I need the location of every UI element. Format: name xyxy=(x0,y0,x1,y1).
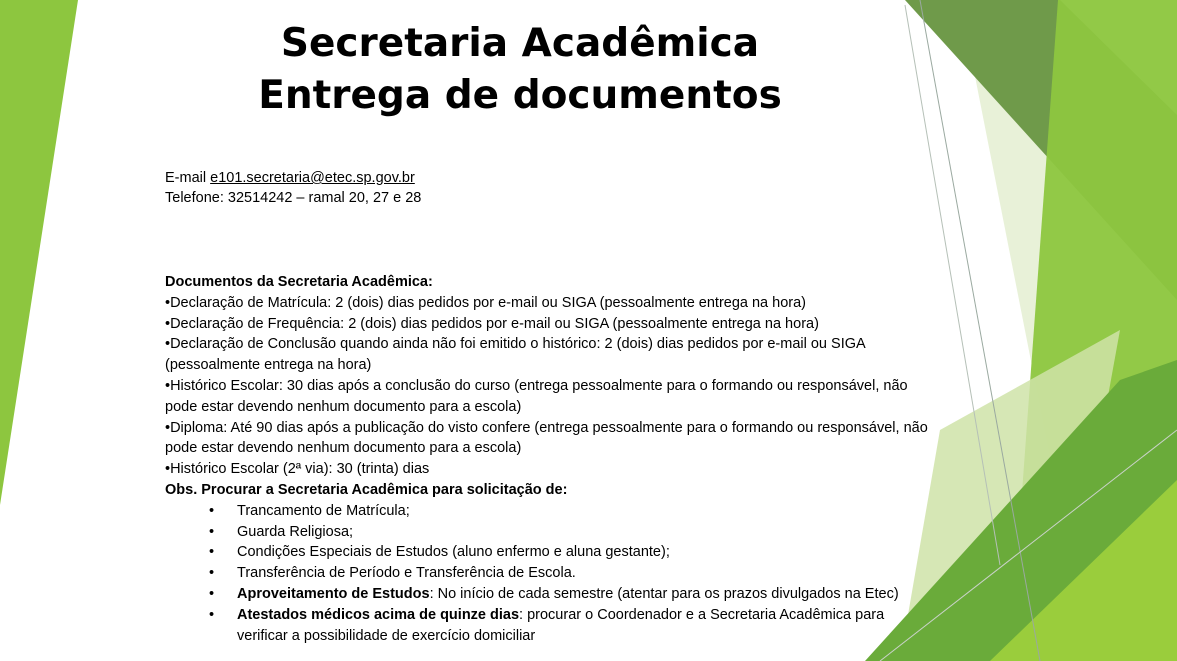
obs-item xyxy=(165,501,935,522)
document-item: •Declaração de Conclusão quando ainda não foi emitido o histórico: 2 (dois) dias pedidos por e-mail ou SIGA (pessoalmente entrega na hora) xyxy=(165,336,865,374)
document-item: •Histórico Escolar (2ª via): 30 (trinta) dias xyxy=(165,461,430,478)
obs-item xyxy=(165,522,935,543)
bullet: • xyxy=(209,544,215,561)
obs-heading: Obs. Procurar a Secretaria Acadêmica para solicitação de: xyxy=(165,481,568,498)
obs-item-text: : No início de cada semestre (atentar para os prazos divulgados na Etec) xyxy=(429,585,899,602)
phone-row: Telefone: 32514242 – ramal 20, 27 e 28 xyxy=(165,190,422,206)
obs-item xyxy=(165,605,935,647)
bullet: • xyxy=(209,502,215,519)
document-item: •Diploma: Até 90 dias após a publicação do visto confere (entrega pessoalmente para o formando ou responsável, não pode estar devendo nenhum documento para a escola) xyxy=(165,419,928,457)
obs-item-text: Guarda Religiosa; xyxy=(237,523,354,540)
obs-item-bold: Atestados médicos acima de quinze dias xyxy=(237,606,520,623)
left-green-triangle xyxy=(0,0,78,505)
documents-section xyxy=(165,272,935,646)
email-label: E-mail xyxy=(165,170,211,186)
obs-item xyxy=(165,563,935,584)
document-item: •Declaração de Frequência: 2 (dois) dias pedidos por e-mail ou SIGA (pessoalmente entrega na hora) xyxy=(165,315,819,332)
obs-item-text: Transferência de Período e Transferência de Escola. xyxy=(237,565,576,582)
obs-item-bold: Aproveitamento de Estudos xyxy=(237,585,430,602)
bullet: • xyxy=(209,585,215,602)
title-line-2: Entrega de documentos xyxy=(258,73,782,118)
bullet: • xyxy=(209,523,215,540)
email-link[interactable]: e101.secretaria@etec.sp.gov.br xyxy=(210,170,415,186)
obs-item-text: Trancamento de Matrícula; xyxy=(237,502,410,519)
document-item: •Histórico Escolar: 30 dias após a conclusão do curso (entrega pessoalmente para o formando ou responsável, não pode estar devendo nenhum documento para a escola) xyxy=(165,377,908,415)
contact-info xyxy=(165,168,421,208)
obs-item-text: : procurar o Coordenador e a Secretaria Acadêmica para verificar a possibilidade de exercício domiciliar xyxy=(237,606,885,644)
email-row xyxy=(165,168,421,188)
document-item: •Declaração de Matrícula: 2 (dois) dias pedidos por e-mail ou SIGA (pessoalmente entrega na hora) xyxy=(165,294,806,311)
obs-item-text: Condições Especiais de Estudos (aluno enfermo e aluna gestante); xyxy=(237,544,670,561)
obs-item xyxy=(165,542,935,563)
title-line-1: Secretaria Acadêmica xyxy=(280,21,760,66)
bullet: • xyxy=(209,606,215,623)
documents-heading: Documentos da Secretaria Acadêmica: xyxy=(165,274,433,290)
obs-item xyxy=(165,584,935,605)
slide-title xyxy=(150,18,890,122)
bullet: • xyxy=(209,565,215,582)
obs-list xyxy=(165,501,935,647)
